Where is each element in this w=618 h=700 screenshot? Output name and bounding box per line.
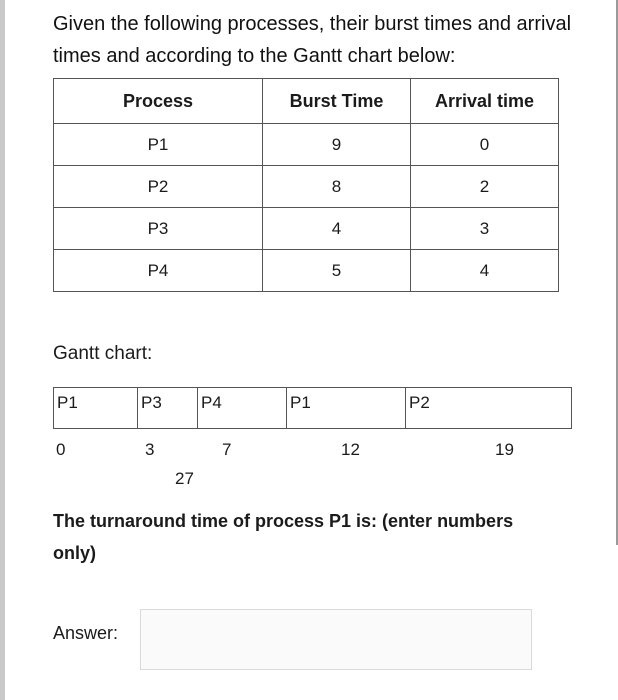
gantt-tick: 12	[341, 440, 360, 459]
cell-arrival: 4	[411, 250, 559, 292]
answer-label: Answer:	[53, 623, 119, 643]
gantt-cell-p1	[54, 388, 138, 428]
header-process: Process	[54, 79, 263, 124]
gantt-cell-label: P2	[409, 393, 430, 412]
process-table	[53, 78, 559, 292]
cell-burst: 8	[263, 166, 411, 208]
cell-burst: 9	[263, 124, 411, 166]
cell-process: P4	[54, 250, 263, 292]
cell-burst: 4	[263, 208, 411, 250]
gantt-cell-label: P3	[141, 393, 162, 412]
cell-process: P2	[54, 166, 263, 208]
gantt-tick: 19	[495, 440, 514, 459]
cell-arrival: 2	[411, 166, 559, 208]
header-burst-time: Burst Time	[263, 79, 411, 124]
table-row	[54, 208, 559, 250]
table-row	[54, 124, 559, 166]
table-row	[54, 250, 559, 292]
question-intro: Given the following processes, their burst times and arrival times and according to the Gantt chart below:	[53, 13, 572, 67]
gantt-cell-p3	[138, 388, 198, 428]
gantt-chart-label: Gantt chart:	[53, 343, 153, 364]
gantt-cell-p4	[198, 388, 287, 428]
cell-arrival: 0	[411, 124, 559, 166]
gantt-cell-label: P1	[57, 393, 78, 412]
cell-process: P1	[54, 124, 263, 166]
gantt-cell-p2	[406, 388, 571, 428]
header-arrival-time: Arrival time	[411, 79, 559, 124]
gantt-tick: 0	[56, 440, 66, 459]
answer-input[interactable]	[140, 609, 532, 670]
gantt-cell-label: P4	[201, 393, 222, 412]
gantt-tick: 3	[145, 440, 155, 459]
table-header-row	[54, 79, 559, 124]
cell-process: P3	[54, 208, 263, 250]
cell-burst: 5	[263, 250, 411, 292]
left-edge-bar	[0, 0, 5, 700]
table-row	[54, 166, 559, 208]
gantt-tick: 7	[222, 440, 232, 459]
gantt-cell-label: P1	[290, 393, 311, 412]
gantt-tick: 27	[175, 469, 194, 488]
cell-arrival: 3	[411, 208, 559, 250]
question-text: The turnaround time of process P1 is: (enter numbers only)	[53, 511, 514, 563]
gantt-chart	[53, 387, 572, 429]
gantt-cell-p1-second	[287, 388, 406, 428]
